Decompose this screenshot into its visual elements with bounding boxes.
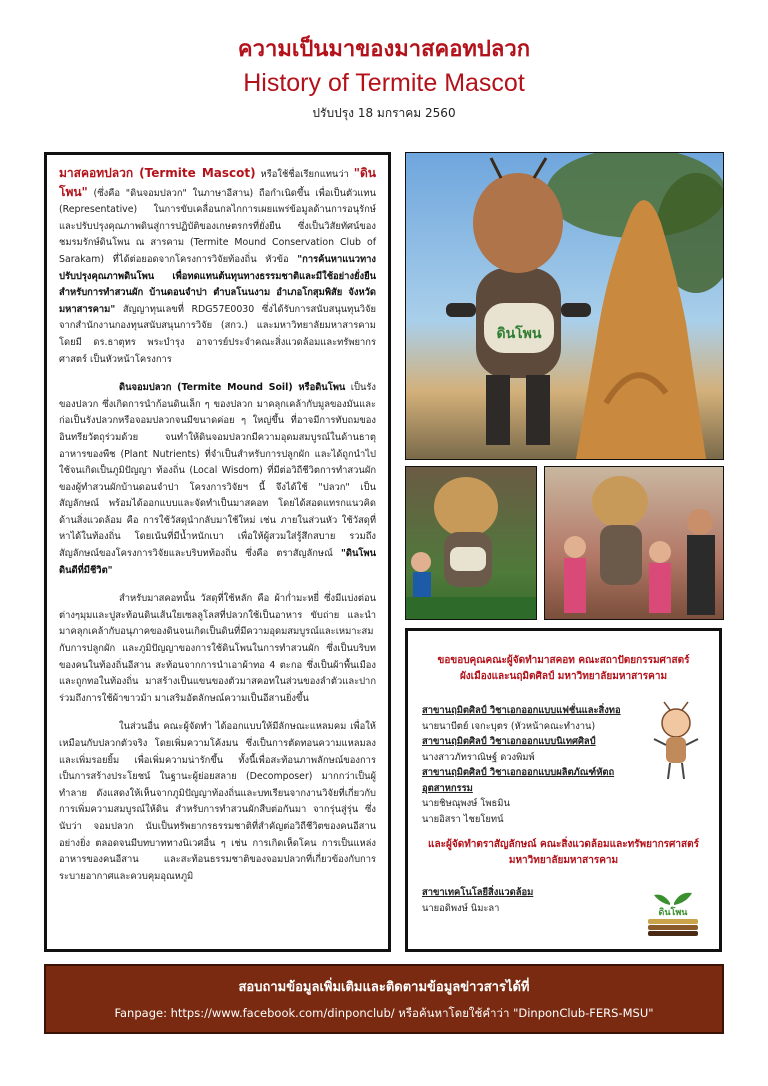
paragraph-3: สำหรับมาสคอทนั้น วัสดุที่ใช้หลัก คือ ผ้าก่ำมะหยี่ ซึ่งมีแบ่งต่อนต่างๆมุมและปูสะท้อนดินเส้นใยเซลลูโลสที่ปลวกใช้เป็นอาหาร ขับถ่าย และนำมาคลุกเคล้ากับอนุภาคของดินจนเกิดเป็นดินที่มีความอุดมสมบูรณ์และเหมาะสมกับการปลูกผัก และภูมิปัญญาของการใช้ดินโพนในการทำสวนผัก ซึ่งเป็นบริบทของคนในท้องถิ่นอีสาน สะท้อนจากการนำเอาผ้าทอ 4 ตะกอ ซึ่งเป็นผ้าพื้นเมืองและถูกทอในท้องถิ่น มาสร้างเป็นแขนของตัวมาสคอทในส่วนของลำตัวและปาก ร่วมถึงการใช้ผ้าขาวม้า มาเสริมอัตลักษณ์ความเป็นอีสานยิ่งขึ้น	[59, 593, 376, 704]
title-thai: ความเป็นมาของมาสคอทปลวก	[237, 37, 531, 62]
mascot-event-photo-2	[544, 466, 724, 620]
p2-text: เป็นรังของปลวก ซึ่งเกิดการนำก้อนดินเล็ก ๆ ของปลวก มาคลุกเคล้ากับมูลของมันและก่อเป็นรังปลวกหรือจอมปลวกจนมีขนาดค่อย ๆ ใหญ่ขึ้น ที่อาจมีการทับถมของอินทรียวัตถุร่วมด้วย จนทำให้ดินจอมปลวกมีความอุดมสมบูรณ์ในด้านธาตุอาหารของพืช (Plant Nutrients) ที่จำเป็นสำหรับการปลูกผัก และได้ถูกนำไปใช้จนเกิดเป็นภูมิปัญญา ท้องถิ่น (Local Wisdom) ที่มีต่อวิถีชีวิตการทำสวนผักของผู้ทำสวนผักบ้านดอนจำปา โครงการวิจัยฯ นี้ จึงได้ใช้ "ปลวก" เป็นสัญลักษณ์ พร้อมได้ออกแบบและจัดทำเป็นมาสคอท โดยได้สอดแทรกแนวคิดด้านสิ่งแวดล้อม คือ การใช้วัสดุนำกลับมาใช้ใหม่ เช่น ภายในส่วนหัว ใช้วัสดุที่หาได้ในท้องถิ่น โดยเน้นที่มีน้ำหนักเบา เพื่อให้ผู้สวมใส่รู้สึกสบาย รวมถึงสัญลักษณ์ของโครงการวิจัยและบริบทท้องถิ่น ซึ่งคือ ตราสัญลักษณ์	[59, 382, 376, 560]
mascot-cartoon-icon	[648, 701, 704, 781]
contact-footer	[44, 964, 724, 1034]
footer-heading: สอบถามข้อมูลเพิ่มเติมและติดตามข้อมูลข่าวสารได้ที่	[238, 980, 530, 995]
thanks-title-1: ขอขอบคุณคณะผู้จัดทำมาสคอท คณะสถาปัตยกรรมศาสตร์ ผังเมืองและนฤมิตศิลป์ มหาวิทยาลัยมหาสารคาม	[437, 655, 690, 682]
mascot-heading: มาสคอทปลวก (Termite Mascot)	[59, 166, 256, 180]
footer-fanpage-link[interactable]: Fanpage: https://www.facebook.com/dinponclub/ หรือค้นหาโดยใช้คำว่า "DinponClub-FERS-MSU"	[114, 1006, 654, 1020]
photo-3-illustration	[545, 467, 723, 619]
page-header	[0, 36, 768, 123]
credit-name-4: นายอิสรา ไชยโยทน์	[422, 813, 504, 825]
dinpon-logo	[644, 889, 702, 939]
credit-name-2: นางสาวภัทราณิษฐ์ ดวงพิมพ์	[422, 751, 535, 763]
p1-text-a: หรือใช้ชื่อเรียกแทนว่า	[255, 169, 354, 180]
credit-name-1: นายนาบีตย์ เจกะบุตร (หัวหน้าคณะทำงาน)	[422, 720, 596, 732]
dinpon-name: "ดินโพน"	[59, 166, 376, 199]
mascot-event-photo-1	[405, 466, 537, 620]
credit-name-3: นายชิษณุพงษ์ โพธมิน	[422, 798, 510, 809]
p1-text-b: (ซึ่งคือ "ดินจอมปลวก" ในภาษาอีสาน) ถือกำเนิดขึ้น เพื่อเป็นตัวแทน (Representative) ในการขับเคลื่อนกลไกการเผยแพร่ข้อมูลด้านการอนุรักษ์และปรับปรุงคุณภาพดินสู่การปฏิบัติของเกษตรกรที่ยั่งยืน ซึ่งเป็นวิสัยทัศน์ของชมรมรักษ์ดินโพน ณ สารคาม (Termite Mound Conservation Club of Sarakam) ที่ได้ต่อยอดจากโครงการวิจัยท้องถิ่น หัวข้อ	[59, 187, 376, 265]
credits-list-1	[422, 703, 642, 827]
slogan: "ดินโพน ดินดีที่มีชีวิต"	[59, 548, 376, 576]
paragraph-1	[59, 165, 376, 368]
credit-name-5: นายอดิพงษ์ นิมะลา	[422, 902, 500, 914]
updated-date: ปรับปรุง 18 มกราคม 2560	[312, 106, 456, 120]
title-english: History of Termite Mascot	[243, 69, 525, 97]
logo-text: ดินโพน	[658, 908, 688, 918]
p1-text-c: สัญญาทุนเลขที่ RDG57E0030 ซึ่งได้รับการสนับสนุนทุนวิจัยจากสำนักงานกองทุนสนับสนุนการวิจัย (สกว.) และมหาวิทยาลัยมหาสารคาม โดยมี ดร.ธาตุทร พระบำรุง อาจารย์ประจำคณะสิ่งแวดล้อมและทรัพยากรศาสตร์ เป็นหัวหน้าโครงการ	[59, 303, 376, 365]
mascot-shirt-text: ดินโพน	[496, 326, 542, 342]
acknowledgement-box	[405, 628, 722, 952]
paragraph-4: ในส่วนอื่น คณะผู้จัดทำ ได้ออกแบบให้มีลักษณะแหลมคม เพื่อให้เหมือนกับปลวกตัวจริง โดยเพิ่มความโค้งมน ซึ่งเป็นการตัดทอนความแหลมลงและเพิ่มรอยยิ้ม เพื่อเพิ่มความน่ารักขึ้น ทั้งนี้เพื่อสะท้อนภาพลักษณ์ของการเป็นการสร้างประโยชน์ ในฐานะผู้ย่อยสลาย (Decomposer) มากกว่าเป็นผู้ทำลาย ดังแสดงให้เห็นจากภูมิปัญญาท้องถิ่นและบทเรียนจากงานวิจัยที่เกี่ยวกับการเพิ่มความสมบูรณ์ให้ดิน สำหรับการทำสวนผักสืบต่อกันมา จากรุ่นสู่รุ่น ซึ่งนับว่า จอมปลวก นับเป็นทรัพยากรธรรมชาติที่สำคัญต่อวิถีชีวิตของคนอีสานอย่างยิ่ง ตลอดจนมีบทบาททางนิเวศอื่น ๆ เช่น การเกิดเห็ดโคน การเป็นแหล่งอาหารของคนอีสาน และสะท้อนธรรมชาติของจอมปลวกที่เกี่ยวข้องกับการระบายอากาศและควบคุมอุณหภูมิ	[59, 721, 376, 882]
paragraph-2	[59, 380, 376, 579]
article-box	[44, 152, 391, 952]
termite-soil-heading: ดินจอมปลวก (Termite Mound Soil) หรือดินโพน	[119, 382, 346, 394]
credit-group-4: สาขาเทคโนโลยีสิ่งแวดล้อม	[422, 887, 534, 898]
photo-1-illustration	[406, 153, 723, 459]
credit-group-1: สาขานฤมิตศิลป์ วิชาเอกออกแบบแฟชั่นและสิ่งทอ	[422, 705, 621, 716]
thanks-title-2: และผู้จัดทำตราสัญลักษณ์ คณะสิ่งแวดล้อมและทรัพยากรศาสตร์ มหาวิทยาลัยมหาสารคาม	[428, 839, 699, 866]
mascot-termite-mound-photo	[405, 152, 724, 460]
project-title: "การค้นหาแนวทางปรับปรุงคุณภาพดินโพน เพื่อทดแทนต้นทุนทางธรรมชาติและมีใช้อย่างยั่งยืน สำหรับการทำสวนผัก บ้านดอนจำปา ตำบลโนนงาม อำเภอโกสุมพิสัย จังหวัดมหาสารคาม"	[59, 253, 376, 315]
photo-2-illustration	[406, 467, 536, 619]
credit-group-2: สาขานฤมิตศิลป์ วิชาเอกออกแบบนิเทศศิลป์	[422, 736, 596, 747]
credit-group-3: สาขานฤมิตศิลป์ วิชาเอกออกแบบผลิตภัณฑ์หัตถอุตสาหกรรม	[422, 767, 615, 794]
